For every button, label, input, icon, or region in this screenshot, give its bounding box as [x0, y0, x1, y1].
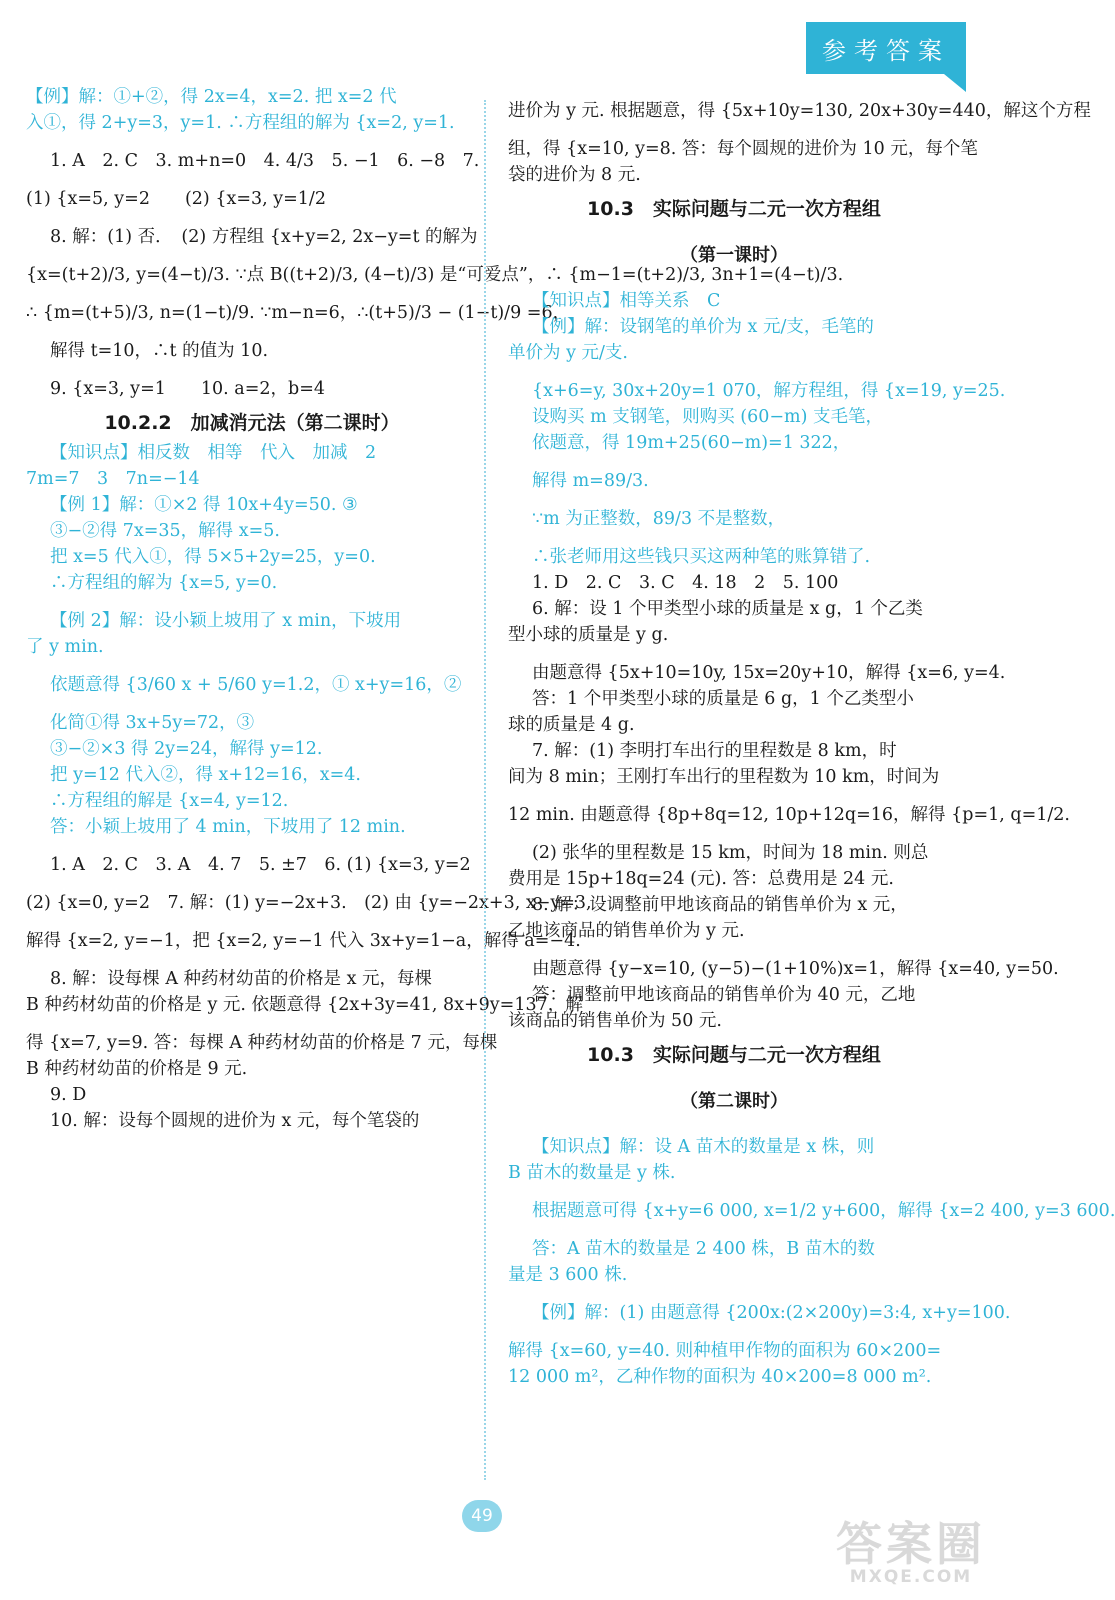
column-divider	[484, 100, 486, 1480]
answer-line: 8. 解：设每棵 A 种药材幼苗的价格是 x 元，每棵	[50, 969, 433, 989]
answer-line: 依题意，得 19m+25(60−m)=1 322，	[532, 433, 851, 453]
answer-line: 费用是 15p+18q=24 (元). 答：总费用是 24 元.	[508, 869, 894, 889]
answer-line: {x+6=y, 30x+20y=1 070，解方程组，得 {x=19, y=25.	[532, 381, 1006, 401]
answer-line: 解得 {x=2, y=−1，把 {x=2, y=−1 代入 3x+y=1−a，解得 a=−4.	[26, 931, 581, 951]
answer-line: 进价为 y 元. 根据题意，得 {5x+10y=130, 20x+30y=440，解这个方程	[508, 101, 1091, 121]
answer-line: 答：A 苗木的数量是 2 400 株，B 苗木的数	[532, 1239, 875, 1259]
answer-line: ∴ {m=(t+5)/3, n=(1−t)/9. ∵m−n=6，∴(t+5)/3 − (1−t)/9 =6，	[26, 303, 571, 323]
answer-line: 型小球的质量是 y g.	[508, 625, 669, 645]
answer-line: 由题意得 {y−x=10, (y−5)−(1+10%)x=1，解得 {x=40, y=50.	[532, 959, 1059, 979]
answer-line: 把 x=5 代入①，得 5×5+2y=25，y=0.	[50, 547, 376, 567]
answer-line: 12 min. 由题意得 {8p+8q=12, 10p+12q=16，解得 {p=1, q=1/2.	[508, 805, 1070, 825]
answer-line: ∴张老师用这些钱只买这两种笔的账算错了.	[532, 547, 871, 567]
answer-line: 1. D 2. C 3. C 4. 18 2 5. 100	[532, 573, 839, 593]
answer-line: (2) 张华的里程数是 15 km，时间为 18 min. 则总	[532, 843, 929, 863]
answer-line: 间为 8 min；王刚打车出行的里程数为 10 km，时间为	[508, 767, 940, 787]
answer-line: 【例 2】解：设小颖上坡用了 x min，下坡用	[50, 611, 402, 631]
section-heading: 10.3 实际问题与二元一次方程组	[587, 198, 881, 220]
answer-line: (2) {x=0, y=2 7. 解：(1) y=−2x+3. (2) 由 {y=−2x+3, x−y=3,	[26, 893, 592, 913]
answer-line: ③−②×3 得 2y=24，解得 y=12.	[50, 739, 323, 759]
answer-line: 10. 解：设每个圆规的进价为 x 元，每个笔袋的	[50, 1111, 420, 1131]
section-subheading: （第一课时）	[680, 245, 788, 266]
answer-line: B 种药材幼苗的价格是 9 元.	[26, 1059, 248, 1079]
right-column	[508, 98, 1115, 1390]
answer-line: 1. A 2. C 3. A 4. 7 5. ±7 6. (1) {x=3, y=2	[50, 855, 471, 875]
answer-line: B 种药材幼苗的价格是 y 元. 依题意得 {2x+3y=41, 8x+9y=137，解	[26, 995, 583, 1015]
answer-line: 【例 1】解：①×2 得 10x+4y=50. ③	[50, 495, 358, 515]
badge-notch	[944, 74, 966, 92]
answer-line: 7m=7 3 7n=−14	[26, 469, 200, 489]
answer-line: 12 000 m²，乙种作物的面积为 40×200=8 000 m².	[508, 1367, 932, 1387]
answer-line: 解得 m=89/3.	[532, 471, 649, 491]
answer-line: 根据题意可得 {x+y=6 000, x=1/2 y+600，解得 {x=2 400, y=3 600.	[532, 1201, 1115, 1221]
answer-line: 8. 解：(1) 否． (2) 方程组 {x+y=2, 2x−y=t 的解为	[50, 227, 478, 247]
answer-line: 1. A 2. C 3. m+n=0 4. 4/3 5. −1 6. −8 7.	[50, 151, 480, 171]
page-number: 49	[462, 1500, 502, 1532]
answer-line: 量是 3 600 株.	[508, 1265, 628, 1285]
answer-line: ③−②得 7x=35，解得 x=5.	[50, 521, 280, 541]
answer-line: 解得 {x=60, y=40. 则种植甲作物的面积为 60×200=	[508, 1341, 942, 1361]
answer-line: 【知识点】相等关系 C	[532, 291, 721, 311]
answer-line: 8. 解：设调整前甲地该商品的销售单价为 x 元，	[532, 895, 908, 915]
answer-line: 9. {x=3, y=1 10. a=2，b=4	[50, 379, 325, 399]
answer-line: 把 y=12 代入②，得 x+12=16，x=4.	[50, 765, 361, 785]
answer-line: 9. D	[50, 1085, 87, 1105]
answer-line: 依题意得 {3/60 x + 5/60 y=1.2，① x+y=16，②	[50, 675, 462, 695]
answer-line: 7. 解：(1) 李明打车出行的里程数是 8 km，时	[532, 741, 897, 761]
answer-line: 乙地该商品的销售单价为 y 元.	[508, 921, 745, 941]
answer-line: 【例】解：①+②，得 2x=4，x=2. 把 x=2 代	[26, 87, 397, 107]
answer-line: ∴方程组的解是 {x=4, y=12.	[50, 791, 289, 811]
answer-line: (1) {x=5, y=2 (2) {x=3, y=1/2	[26, 189, 326, 209]
answer-line: 解得 t=10，∴t 的值为 10.	[50, 341, 269, 361]
answer-line: 【知识点】解：设 A 苗木的数量是 x 株，则	[532, 1137, 875, 1157]
answer-line: 入①，得 2+y=3，y=1. ∴方程组的解为 {x=2, y=1.	[26, 113, 455, 133]
answer-line: 答：1 个甲类型小球的质量是 6 g，1 个乙类型小	[532, 689, 914, 709]
answer-line: 得 {x=7, y=9. 答：每棵 A 种药材幼苗的价格是 7 元，每棵	[26, 1033, 498, 1053]
answer-line: 答：小颖上坡用了 4 min，下坡用了 12 min.	[50, 817, 406, 837]
answer-line: 由题意得 {5x+10=10y, 15x=20y+10，解得 {x=6, y=4.	[532, 663, 1006, 683]
answer-line: 化简①得 3x+5y=72，③	[50, 713, 255, 733]
answer-line: 设购买 m 支钢笔，则购买 (60−m) 支毛笔，	[532, 407, 884, 427]
answer-line: ∴方程组的解为 {x=5, y=0.	[50, 573, 278, 593]
answer-line: B 苗木的数量是 y 株.	[508, 1163, 676, 1183]
answer-line: 袋的进价为 8 元.	[508, 165, 641, 185]
answer-line: 球的质量是 4 g.	[508, 715, 635, 735]
answer-key-badge: 参考答案	[806, 22, 966, 74]
section-subheading: （第二课时）	[680, 1091, 788, 1112]
answer-line: 单价为 y 元/支.	[508, 343, 628, 363]
answer-line: 了 y min.	[26, 637, 104, 657]
section-heading: 10.2.2 加减消元法（第二课时）	[104, 412, 400, 434]
answer-line: 【例】解：(1) 由题意得 {200x:(2×200y)=3:4, x+y=100.	[532, 1303, 1011, 1323]
answer-line: 组，得 {x=10, y=8. 答：每个圆规的进价为 10 元，每个笔	[508, 139, 978, 159]
answer-line: 【例】解：设钢笔的单价为 x 元/支，毛笔的	[532, 317, 874, 337]
answer-line: 6. 解：设 1 个甲类型小球的质量是 x g，1 个乙类	[532, 599, 923, 619]
watermark-logo: 答案圈 MXQE.COM	[836, 1517, 986, 1587]
section-heading: 10.3 实际问题与二元一次方程组	[587, 1044, 881, 1066]
answer-line: 【知识点】相反数 相等 代入 加减 2	[50, 443, 377, 463]
answer-line: {x=(t+2)/3, y=(4−t)/3. ∵点 B((t+2)/3, (4−t)/3) 是“可爱点”，∴ {m−1=(t+2)/3, 3n+1=(4−t)/3.	[26, 265, 844, 285]
answer-line: ∵m 为正整数，89/3 不是整数，	[532, 509, 786, 529]
answer-line: 答：调整前甲地该商品的销售单价为 40 元，乙地	[532, 985, 916, 1005]
answer-line: 该商品的销售单价为 50 元.	[508, 1011, 722, 1031]
